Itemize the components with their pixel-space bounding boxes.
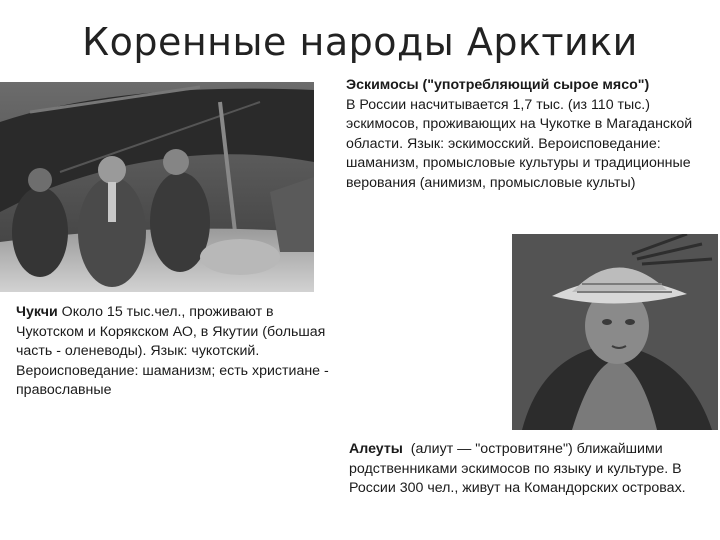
eskimos-heading: Эскимосы ("употребляющий сырое мясо") <box>346 77 650 93</box>
chukchi-heading: Чукчи <box>16 304 58 320</box>
eskimo-portrait-photo <box>512 234 718 430</box>
chukchi-text <box>16 303 334 401</box>
eskimos-body: В России насчитывается 1,7 тыс. (из 110 тыс.) эскимосов, проживающих на Чукотке в Магаданской области. Язык: эскимосский. Вероисповедание: шаманизм, промысловые культуры и традиционные верования (анимизм, промысловые культы) <box>346 96 693 191</box>
aleuts-text <box>349 440 717 499</box>
aleuts-body: (алиут — "островитяне") ближайшими родственниками эскимосов по языку и культуре. В России 300 чел., живут на Командорских островах. <box>349 441 686 496</box>
chukchi-body: Около 15 тыс.чел., проживают в Чукотском и Корякском АО, в Якутии (большая часть - оленеводы). Язык: чукотский. Вероисповедание: шаманизм; есть христиане - православные <box>16 304 329 398</box>
aleuts-heading: Алеуты <box>349 441 403 457</box>
eskimos-text <box>346 76 718 193</box>
chukchi-group-photo <box>0 82 314 292</box>
slide-title: Коренные народы Арктики <box>82 20 638 64</box>
